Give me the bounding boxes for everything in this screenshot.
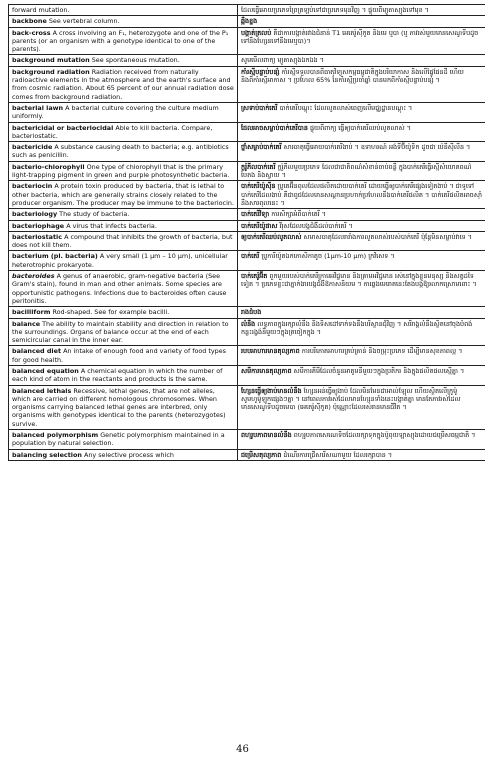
table-row bbox=[9, 102, 485, 122]
english-term: bacteriophage bbox=[12, 221, 65, 230]
khmer-entry bbox=[238, 27, 485, 55]
khmer-definition: ផ្ទុយពីពាក្យ ធ្វើឲ្យបាក់តេរីឈប់លូតលាស់ ។ bbox=[309, 123, 411, 132]
khmer-definition: សូមមើលពាក្យ ម្យូតាស្យុងឯកឯង ។ bbox=[241, 56, 324, 65]
english-entry bbox=[9, 27, 238, 55]
khmer-definition: កាំរស្មីទទួលបានពីធាតុវិទ្យុសកម្មធម្មជាតិក្នុងបរិយាកាស និងលើផ្ទៃផែនដី ហើយនិងពីកាំរស្មីអាកាស ។ ប្រហែល 65% នៃកាំរស្មីប្រចាំឆ្នាំ បានមកពីកាំរស្មីបន្ទាប់បន្សំ ។ bbox=[241, 67, 464, 85]
english-definition: The study of bacteria. bbox=[59, 210, 130, 219]
khmer-entry bbox=[238, 16, 485, 27]
khmer-definition: ដែលធ្វើអោយប្រភេទព្រៃត្រឡប់ទៅជាប្រភេទមុនវិញ ។ ផ្ទុយពីម្យូតាស្យុងទៅមុខ ។ bbox=[241, 6, 429, 14]
table-row bbox=[9, 430, 485, 450]
english-definition: A virus that infects bacteria. bbox=[66, 221, 157, 230]
english-entry bbox=[9, 346, 238, 366]
khmer-entry bbox=[238, 102, 485, 122]
english-entry bbox=[9, 271, 238, 307]
english-definition: Radiation received from naturally radioactive elements in the atmosphere and the earth's surface and from cosmic radiation. About 65 percent of our annual radiation dose comes from background radiation. bbox=[12, 67, 234, 101]
table-row bbox=[9, 209, 485, 220]
table-row bbox=[9, 142, 485, 162]
khmer-definition: ហ្សែនអន់ធ្វើឲ្យងាប់ ដែលមិនមែនជាអាល់ឡែល ហើយស្ថិតលើក្រូម៉ូសូមហូម៉ូឡូកផ្សេងៗគ្នា ។ នៅពេលភាវរស់ដែលមានហ្សែនទាំងនេះបង្កាត់គ្នា មានតែភាវរស់ដែលមានសេណូទីបដូចមេបា (អេតេរ៉ូស៊ីកូត) ប៉ុណ្ណោះដែលរស់រានមានជីវិត ។ bbox=[241, 386, 461, 412]
english-entry bbox=[9, 307, 238, 318]
khmer-term: ថ្នាំសម្លាប់បាក់តេរី bbox=[241, 143, 282, 152]
english-term: balancing selection bbox=[12, 450, 82, 459]
english-definition: Rod-shaped. See for example bacilli. bbox=[52, 308, 170, 317]
khmer-term: លំនឹង bbox=[241, 319, 256, 328]
khmer-term: ឲ្យបាក់តេរីឈប់លូតលាស់ bbox=[241, 232, 302, 241]
table-row bbox=[9, 220, 485, 231]
khmer-entry bbox=[238, 365, 485, 385]
khmer-entry bbox=[238, 307, 485, 318]
english-entry bbox=[9, 5, 238, 16]
table-row bbox=[9, 385, 485, 429]
english-term: bacterial lawn bbox=[12, 103, 64, 112]
english-entry bbox=[9, 181, 238, 209]
english-definition: A chemical equation in which the number of each kind of atom in the reactants and products is the same. bbox=[12, 366, 223, 384]
english-entry bbox=[9, 449, 238, 460]
khmer-entry bbox=[238, 251, 485, 271]
khmer-entry bbox=[238, 181, 485, 209]
khmer-term: របបអាហារមានតុល្យភាព bbox=[241, 347, 300, 356]
khmer-term: ក្លរ៉ូភីលបាក់តេរី bbox=[241, 162, 276, 171]
khmer-term: សមីការមានតុល្យភាព bbox=[241, 366, 292, 375]
khmer-entry bbox=[238, 142, 485, 162]
english-entry bbox=[9, 55, 238, 66]
english-definition: Genetic polymorphism maintained in a population by natural selection. bbox=[12, 431, 225, 448]
english-term: bactericide bbox=[12, 143, 53, 152]
english-entry bbox=[9, 365, 238, 385]
english-definition: A genus of anaerobic, gram-negative bacteria (See Gram's stain), found in man and other animals. Some species are opportunistic pathogens. Infections due to bacteroides often cause peritonitis. bbox=[12, 272, 227, 305]
khmer-entry bbox=[238, 5, 485, 16]
english-entry bbox=[9, 251, 238, 271]
table-row bbox=[9, 307, 485, 318]
english-entry bbox=[9, 209, 238, 220]
english-definition: A substance causing death to bacteria; e.g. antibiotics such as penicillin. bbox=[12, 143, 229, 160]
english-definition: See vertebral column. bbox=[48, 17, 120, 26]
khmer-definition: គឺជាការបង្កាត់រវាងជំនាន់ T1 អេតេរ៉ូស៊ីកូត និងមេ ឬបា (ឬ ភាវរស់មួយមានសេណូទីបដូចទៅនឹងហ្សែនទៅនឹងមេឬបា)។ bbox=[241, 28, 479, 45]
khmer-entry bbox=[238, 430, 485, 450]
khmer-definition: ពហុរូបភាពសេណេទិចដែលរក្សាទុកក្នុងប៉ូពុយឡាស្យុងដោយជម្រើសធម្មជាតិ ។ bbox=[293, 431, 476, 440]
khmer-entry bbox=[238, 220, 485, 231]
table-row bbox=[9, 346, 485, 366]
table-row bbox=[9, 271, 485, 307]
table-row bbox=[9, 449, 485, 460]
khmer-entry bbox=[238, 271, 485, 307]
khmer-entry bbox=[238, 231, 485, 251]
khmer-entry bbox=[238, 161, 485, 181]
khmer-term: ហ្សែនធ្វើឲ្យងាប់មានលំនឹង bbox=[241, 386, 302, 395]
khmer-entry bbox=[238, 385, 485, 429]
english-term: bacteriostatic bbox=[12, 232, 63, 241]
english-entry bbox=[9, 385, 238, 429]
khmer-entry bbox=[238, 55, 485, 66]
khmer-term: បាក់តេរ៉ូអ៊ីត bbox=[241, 272, 268, 281]
page-number: 46 bbox=[236, 744, 249, 755]
english-term: background radiation bbox=[12, 67, 90, 76]
english-definition: A very small (1 μm – 10 μm), unicellular heterotrophic prokaryote. bbox=[12, 252, 228, 269]
english-definition: forward mutation. bbox=[12, 6, 70, 14]
glossary-page bbox=[8, 4, 482, 461]
english-term: background mutation bbox=[12, 56, 90, 65]
english-definition: Able to kill bacteria. Compare, bacteriostatic. bbox=[12, 123, 213, 140]
english-term: back-cross bbox=[12, 28, 51, 37]
khmer-definition: សមីការគីមីដែលចំនួនអាតូមនីមួយៗក្នុងប្រតិករ និងក្នុងផលិតផលស្មើគ្នា ។ bbox=[293, 366, 465, 375]
english-definition: An intake of enough food and variety of food types for good health. bbox=[12, 347, 226, 364]
english-entry bbox=[9, 142, 238, 162]
khmer-term: ដែលអាចសម្លាប់បាក់តេរីបាន bbox=[241, 123, 308, 132]
table-row bbox=[9, 318, 485, 346]
khmer-entry bbox=[238, 449, 485, 460]
table-row bbox=[9, 16, 485, 27]
khmer-definition: លទ្ធភាពក្នុងរក្សាលំនឹង និងទិសដៅទាក់ទងនឹងបរិស្ថានជុំវិញ ។ សរីរាង្គលំនឹងស្ថិតនៅចុងបំពង់កន្លះរង្វង់នីមួយៗក្នុងត្រចៀកក្នុង ។ bbox=[241, 319, 473, 336]
english-term: balanced diet bbox=[12, 347, 62, 356]
table-row bbox=[9, 55, 485, 66]
khmer-entry bbox=[238, 209, 485, 220]
khmer-term: ឆ្អឹងខ្នង bbox=[241, 17, 258, 26]
english-entry bbox=[9, 122, 238, 142]
english-term: bacteroides bbox=[12, 272, 55, 281]
khmer-entry bbox=[238, 66, 485, 102]
khmer-term: បង្កាត់ត្រលប់ bbox=[241, 28, 272, 37]
english-term: balanced equation bbox=[12, 366, 79, 375]
khmer-term: ពហុរូបភាពមានលំនឹង bbox=[241, 431, 292, 440]
english-definition: A compound that inhibits the growth of bacteria, but does not kill them. bbox=[12, 232, 233, 250]
table-row bbox=[9, 251, 485, 271]
khmer-definition: បាក់តេរីបណ្តុះ ដែលលូតលាស់ពេញលើមជ្ឈដ្ឋានបណ្តុះ ។ bbox=[279, 103, 413, 112]
khmer-term: រាងដំបង bbox=[241, 308, 262, 317]
khmer-definition: ដំណើរការជ្រើសរើសណាមួយ ដែលរក្សាបាន ។ bbox=[283, 450, 393, 459]
english-term: bactericidal or bacteriocidal bbox=[12, 123, 114, 132]
table-row bbox=[9, 231, 485, 251]
english-term: bacteriology bbox=[12, 210, 58, 219]
glossary-body bbox=[9, 5, 485, 461]
table-row bbox=[9, 365, 485, 385]
khmer-entry bbox=[238, 122, 485, 142]
khmer-term: កាំរស្មីបន្ទាប់បន្សំ bbox=[241, 67, 280, 76]
english-term: balanced lethals bbox=[12, 386, 72, 395]
table-row bbox=[9, 161, 485, 181]
table-row bbox=[9, 181, 485, 209]
table-row bbox=[9, 5, 485, 16]
english-term: balanced polymorphism bbox=[12, 431, 99, 440]
english-definition: Recessive, lethal genes, that are not alleles, which are carried on different homologous chromosomes. When organisms carrying balanced lethal genes are interbred, only organisms with genotypes identical to the parents (heterozygotes) survive. bbox=[12, 386, 226, 428]
english-entry bbox=[9, 220, 238, 231]
khmer-term: ជម្រើសតុល្យភាព bbox=[241, 450, 282, 459]
khmer-definition: ការសិក្សាអំពីបាក់តេរី ។ bbox=[271, 210, 326, 219]
khmer-term: ស្រទាប់បាក់តេរី bbox=[241, 103, 278, 112]
khmer-term: បាក់តេរីវិទ្យា bbox=[241, 210, 270, 219]
khmer-term: បាក់តេរីយ៉ូស៊ីន bbox=[241, 182, 276, 191]
english-definition: A bacterial culture covering the culture medium uniformly. bbox=[12, 103, 219, 121]
english-term: bacilliform bbox=[12, 308, 51, 317]
table-row bbox=[9, 66, 485, 102]
khmer-definition: ពួកមួយរបស់បាក់តេរីក្រាមអវិជ្ជមាន និងគ្រាមអវិជ្ជមាន រស់នៅក្នុងខ្លួនមនុស្ស និងសត្វដទៃទៀត ។ ប្រភេទខ្លះជាភ្នាក់ងារបង្កជំងឺឱកាសនិយម ។ ការឆ្លងមេរោគនេះតែងបង្កឱ្យរលាកស្រោមពោះ ។ bbox=[241, 272, 477, 289]
english-term: bacterium (pl. bacteria) bbox=[12, 252, 98, 261]
khmer-definition: ការបរិភោគអាហារគ្រប់គ្រាន់ និងចម្រុះប្រភេទ ដើម្បីមានសុខភាពល្អ ។ bbox=[301, 347, 463, 356]
english-term: balance bbox=[12, 319, 41, 328]
khmer-definition: សមាសធាតុដែលរារាំងការលូតលាស់របស់បាក់តេរី ប៉ុន្តែមិនសម្លាប់វាទេ ។ bbox=[303, 232, 472, 241]
khmer-definition: ប្រូការីយ៉ូតឯកកោសិកាតូច (1μm-10 μm) ក្រវិសេទ ។ bbox=[261, 252, 395, 261]
english-entry bbox=[9, 66, 238, 102]
table-row bbox=[9, 27, 485, 55]
english-entry bbox=[9, 430, 238, 450]
english-definition: A protein toxin produced by bacteria, that is lethal to other bacteria, which are generally strains closely related to the producer organism. The producer may be immune to the bacteriocin. bbox=[12, 182, 234, 207]
glossary-table bbox=[8, 4, 485, 461]
english-term: bacteriocin bbox=[12, 182, 53, 191]
khmer-term: បាក់តេរី bbox=[241, 252, 260, 261]
khmer-entry bbox=[238, 318, 485, 346]
english-definition: Any selective process which bbox=[83, 450, 174, 459]
khmer-term: បាក់តេរីយ៉ូផាស bbox=[241, 221, 278, 230]
english-entry bbox=[9, 102, 238, 122]
table-row bbox=[9, 122, 485, 142]
english-definition: A cross involving an F₁, heterozygote and one of the P₁ parents (or an organism with a genotype identical to one of the parents). bbox=[12, 28, 229, 54]
english-definition: See spontaneous mutation. bbox=[91, 56, 180, 65]
english-entry bbox=[9, 318, 238, 346]
english-term: backbone bbox=[12, 17, 47, 26]
english-entry bbox=[9, 161, 238, 181]
english-definition: One type of chlorophyll that is the primary light-trapping pigment in green and purple photosynthetic bacteria. bbox=[12, 162, 230, 180]
khmer-definition: វីរុសដែលបង្កជំងឺដល់បាក់តេរី ។ bbox=[279, 221, 353, 230]
english-definition: The ability to maintain stability and direction in relation to the surroundings. Organs of balance occur at the end of each semicircular canal in the inner ear. bbox=[12, 319, 229, 345]
english-entry bbox=[9, 16, 238, 27]
khmer-definition: ក្លរ៉ូភីលមួយប្រភេទ ដែលជាជាតិពណ៌សំខាន់ចាប់ពន្លឺ ក្នុងបាក់តេរីធ្វើរស្មីសំយោគពណ៌បៃតង និងស្វាយ ។ bbox=[241, 162, 472, 180]
english-term: bacterio-chlorophyll bbox=[12, 162, 85, 171]
khmer-definition: ប្រូតេអ៊ីនពុលដែលផលិតដោយបាក់តេរី ដោយធ្វើឲ្យបាក់តេរីផ្សេងទៀតងាប់ ។ ជាទូទៅ បាក់តេរីដែលងាប់ គឺជាពូជដែលមានសណ្តានប្រហាក់ប្រហែលនឹងបាក់តេរីផលិត ។ បាក់តេរីផលិតអាចស៊ាំនឹងសារពុលនេះ ។ bbox=[241, 182, 482, 207]
khmer-definition: សារធាតុធ្វើអោយបាក់តេរីងាប់ ។ ឧទាហរណ៍ អង់ទីប៊ីយ៉ូទិក ដូចជា ប៉េនីស៊ីលីន ។ bbox=[283, 143, 471, 152]
khmer-entry bbox=[238, 346, 485, 366]
english-entry bbox=[9, 231, 238, 251]
